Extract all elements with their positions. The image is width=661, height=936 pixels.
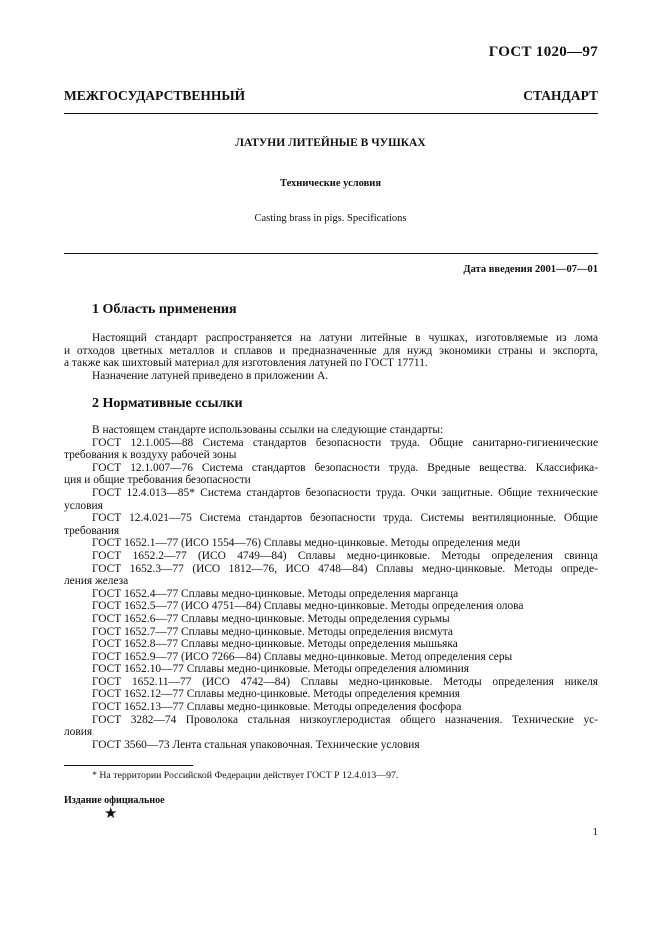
star-icon: ★ <box>104 806 118 822</box>
text-line: ГОСТ 1652.2—77 (ИСО 4749—84) Сплавы медно-цинковые. Методы определения свинца <box>92 549 598 562</box>
gost-number: ГОСТ 1020—97 <box>488 44 598 60</box>
footnote-divider <box>64 765 193 766</box>
section-1-body <box>64 332 598 382</box>
text-line: и отходов цветных металлов и сплавов и предназначенные для нужд экономики страны и экспорта, <box>64 344 598 357</box>
text-line: В настоящем стандарте использованы ссылки на следующие стандарты: <box>92 424 444 436</box>
text-line: ГОСТ 1652.8—77 Сплавы медно-цинковые. Методы определения мышьяка <box>92 638 458 651</box>
text-line: требования <box>64 524 120 537</box>
text-line: ГОСТ 1652.11—77 (ИСО 4742—84) Сплавы медно-цинковые. Методы определения никеля <box>92 675 598 688</box>
text-line: ГОСТ 12.1.005—88 Система стандартов безопасности труда. Общие санитарно-гигиенические <box>92 436 598 449</box>
text-line: ГОСТ 12.1.007—76 Система стандартов безопасности труда. Вредные вещества. Классифика- <box>92 461 598 474</box>
text-line: условия <box>64 499 103 512</box>
text-line: ГОСТ 1652.13—77 Сплавы медно-цинковые. Методы определения фосфора <box>92 701 462 714</box>
text-line: ГОСТ 3560—73 Лента стальная упаковочная. Технические условия <box>92 738 420 751</box>
text-line: требования к воздуху рабочей зоны <box>64 449 237 462</box>
english-title: Casting brass in pigs. Specifications <box>254 213 407 224</box>
banner-right-text: СТАНДАРТ <box>523 88 598 103</box>
text-line: ГОСТ 1652.6—77 Сплавы медно-цинковые. Методы определения сурьмы <box>92 612 450 625</box>
official-edition-label: Издание официальное <box>64 795 165 806</box>
text-line: ГОСТ 1652.9—77 (ИСО 7266—84) Сплавы медно-цинковые. Метод определения серы <box>92 650 513 663</box>
document-subtitle: Технические условия <box>279 178 382 189</box>
banner-left-text: МЕЖГОСУДАРСТВЕННЫЙ <box>64 88 246 103</box>
text-line: ГОСТ 1652.12—77 Сплавы медно-цинковые. Методы определения кремния <box>92 688 460 701</box>
document-title: ЛАТУНИ ЛИТЕЙНЫЕ В ЧУШКАХ <box>235 137 426 149</box>
text-line: ГОСТ 12.4.013—85* Система стандартов безопасности труда. Очки защитные. Общие технические <box>92 486 598 499</box>
page-number: 1 <box>592 826 598 838</box>
footnote: * На территории Российской Федерации действует ГОСТ Р 12.4.013—97. <box>92 770 399 781</box>
introduction-date: Дата введения 2001—07—01 <box>463 264 598 275</box>
text-line: ГОСТ 1652.1—77 (ИСО 1554—76) Сплавы медно-цинковые. Методы определения меди <box>92 537 521 550</box>
text-line: ления железа <box>64 575 129 588</box>
text-line: ГОСТ 1652.4—77 Сплавы медно-цинковые. Методы определения марганца <box>92 587 459 600</box>
text-line: ГОСТ 1652.10—77 Сплавы медно-цинковые. Методы определения алюминия <box>92 663 469 676</box>
text-line: ГОСТ 1652.7—77 Сплавы медно-цинковые. Методы определения висмута <box>92 625 453 638</box>
section-2-body <box>64 424 598 751</box>
text-line: ГОСТ 3282—74 Проволока стальная низкоуглеродистая общего назначения. Технические ус- <box>92 713 598 726</box>
text-line: ция и общие требования безопасности <box>64 474 251 487</box>
section-2-heading: 2 Нормативные ссылки <box>92 396 243 411</box>
interstate-standard-banner <box>64 88 598 104</box>
text-line: Настоящий стандарт распространяется на латуни литейные в чушках, изготовляемые из лома <box>92 332 598 344</box>
text-line: ГОСТ 12.4.021—75 Система стандартов безопасности труда. Системы вентиляционные. Общие <box>92 512 598 525</box>
section-1-heading: 1 Область применения <box>92 302 237 317</box>
title-divider <box>64 253 598 254</box>
top-divider <box>64 113 598 114</box>
text-line: ГОСТ 1652.5—77 (ИСО 4751—84) Сплавы медно-цинковые. Методы определения олова <box>92 600 524 613</box>
text-line: ловия <box>64 726 93 739</box>
text-line: Назначение латуней приведено в приложении А. <box>92 369 329 382</box>
text-line: а также как шихтовый материал для изготовления латуней по ГОСТ 17711. <box>64 357 428 370</box>
text-line: ГОСТ 1652.3—77 (ИСО 1812—76, ИСО 4748—84) Сплавы медно-цинковые. Методы опреде- <box>92 562 598 575</box>
